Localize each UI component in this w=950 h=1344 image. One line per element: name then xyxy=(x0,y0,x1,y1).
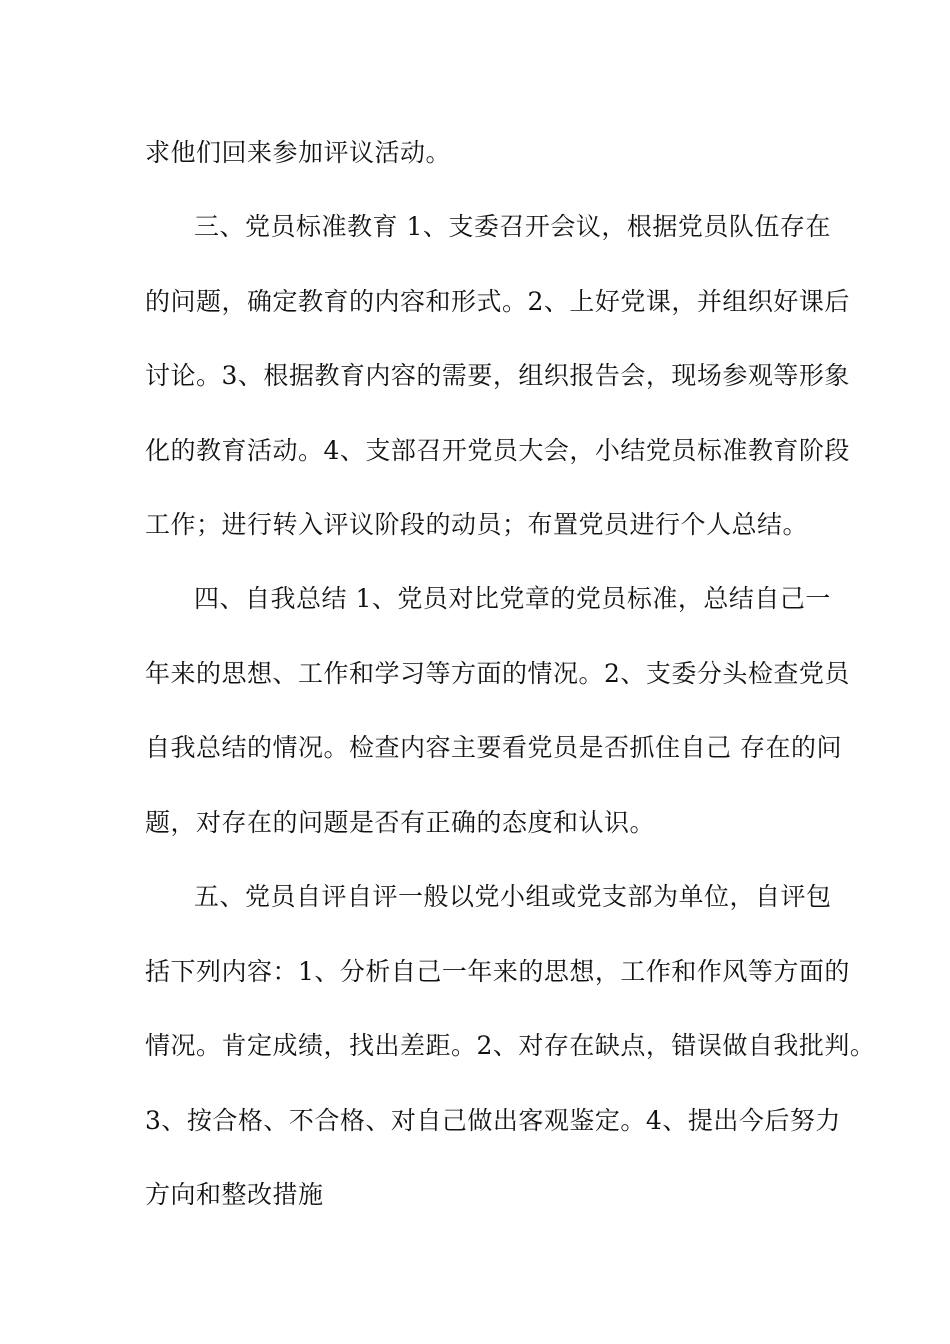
section-heading-line: 三、党员标准教育 1、支委召开会议，根据党员队伍存在 xyxy=(194,212,831,241)
text-line: 年来的思想、工作和学习等方面的情况。2、支委分头检查党员 xyxy=(145,659,850,688)
text-line: 的问题，确定教育的内容和形式。2、上好党课，并组织好课后 xyxy=(145,287,850,316)
text-line: 3、按合格、不合格、对自己做出客观鉴定。4、提出今后努力 xyxy=(145,1106,841,1135)
text-line: 情况。肯定成绩，找出差距。2、对存在缺点，错误做自我批判。 xyxy=(145,1031,876,1060)
text-line: 工作；进行转入评议阶段的动员；布置党员进行个人总结。 xyxy=(145,510,809,539)
text-line: 括下列内容：1、分析自己一年来的思想，工作和作风等方面的 xyxy=(145,957,850,986)
text-line: 自我总结的情况。检查内容主要看党员是否抓住自己 存在的问 xyxy=(145,733,842,762)
text-line: 题，对存在的问题是否有正确的态度和认识。 xyxy=(145,808,656,837)
text-line: 讨论。3、根据教育内容的需要，组织报告会，现场参观等形象 xyxy=(145,361,850,390)
section-heading-line: 五、党员自评自评一般以党小组或党支部为单位，自评包 xyxy=(194,882,832,911)
text-line: 方向和整改措施 xyxy=(145,1180,324,1209)
text-line: 求他们回来参加评议活动。 xyxy=(145,138,452,167)
section-heading-line: 四、自我总结 1、党员对比党章的党员标准，总结自己一 xyxy=(194,584,831,613)
text-line: 化的教育活动。4、支部召开党员大会，小结党员标准教育阶段 xyxy=(145,436,850,465)
